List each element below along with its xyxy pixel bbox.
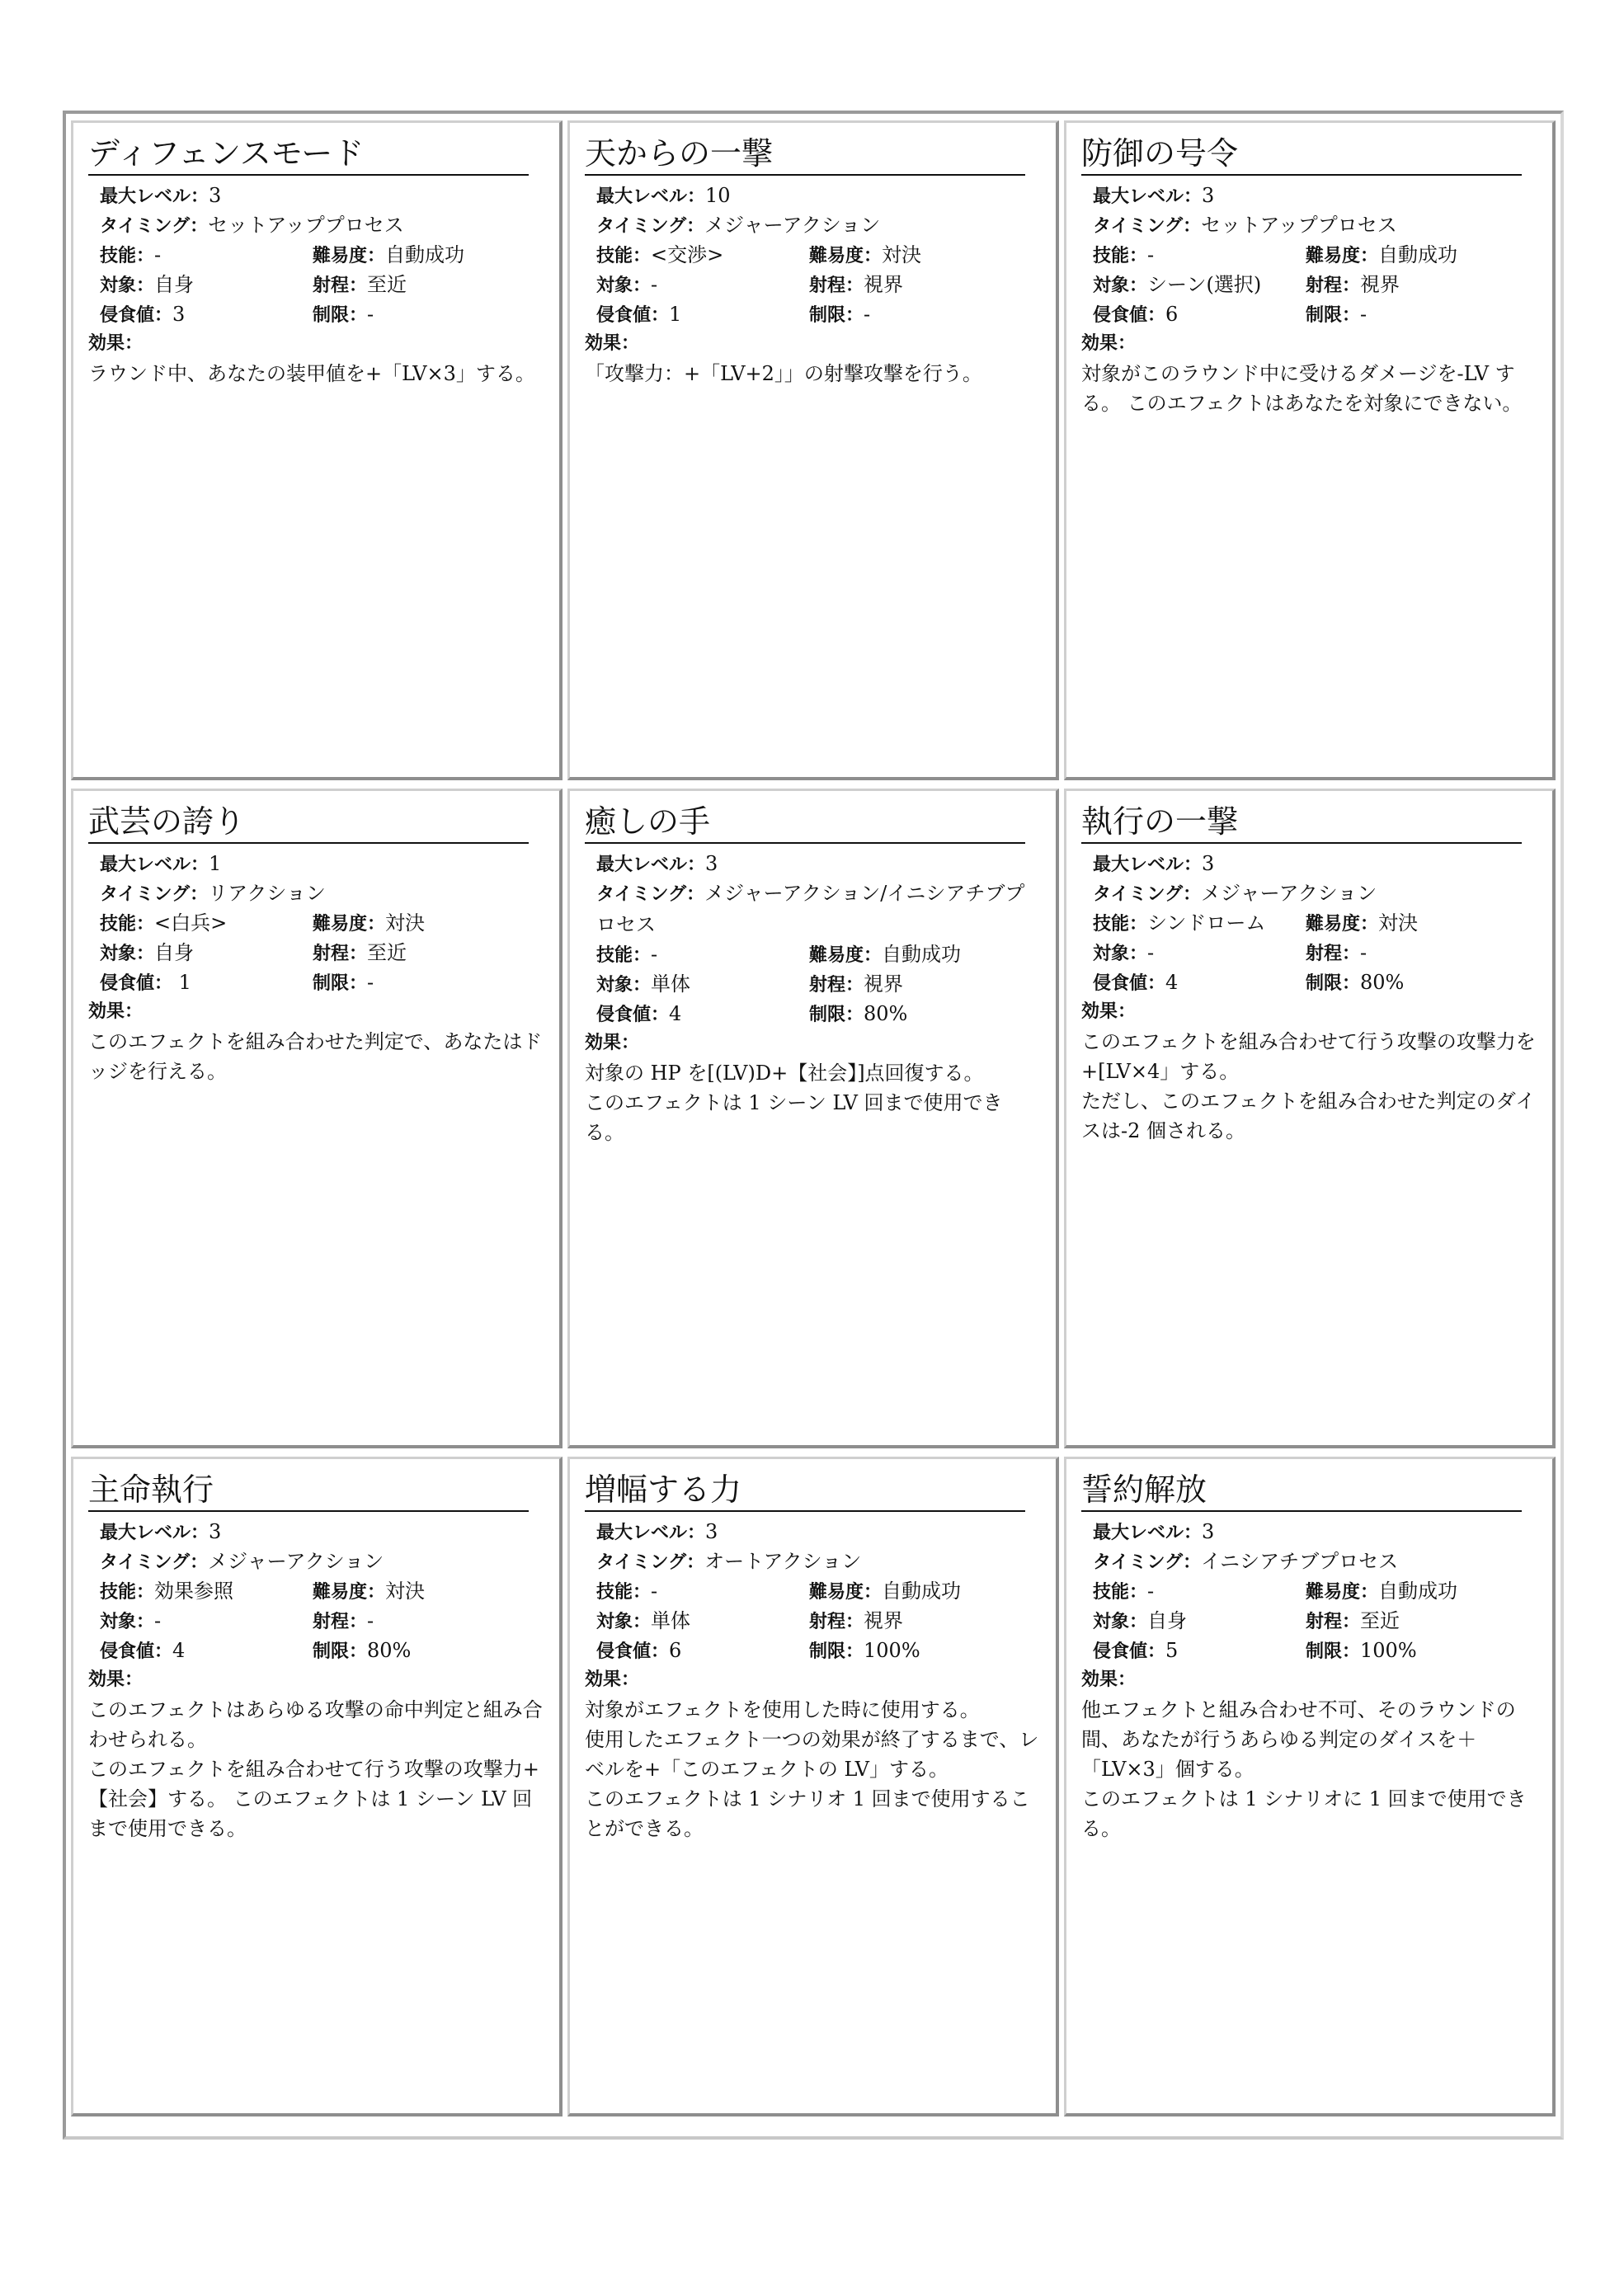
- effect-text: [1081, 359, 1536, 418]
- timing-row: [88, 1547, 551, 1576]
- target-value: 自身: [154, 273, 195, 296]
- limit-label: 制限：: [313, 1641, 368, 1662]
- range-value: 至近: [1360, 1609, 1400, 1632]
- card-grid: [71, 120, 1556, 2130]
- skill-value: -: [651, 1580, 658, 1603]
- limit-value: 80%: [1360, 971, 1405, 994]
- erosion-row: [585, 1636, 1047, 1665]
- erosion-value: 3: [172, 303, 186, 326]
- limit-value: 80%: [367, 1639, 412, 1662]
- effect-card: [71, 120, 563, 780]
- effect-title: 誓約解放: [1081, 1469, 1522, 1512]
- difficulty-value: 対決: [882, 243, 922, 266]
- skill-value: <白兵>: [154, 911, 228, 935]
- limit-label: 制限：: [809, 305, 864, 326]
- skill-label: 技能：: [100, 1582, 155, 1603]
- range-label: 射程：: [809, 975, 864, 996]
- max-level-label: 最大レベル：: [1093, 855, 1203, 875]
- limit-pair: [809, 1636, 920, 1667]
- limit-pair: [809, 999, 907, 1030]
- timing-value: リアクション: [208, 882, 326, 905]
- timing-label: タイミング：: [596, 216, 705, 237]
- target-row: [1081, 1606, 1544, 1636]
- skill-label: 技能：: [596, 1582, 652, 1603]
- timing-label: タイミング：: [100, 884, 209, 905]
- erosion-row: [1081, 1636, 1544, 1665]
- skill-value: -: [154, 243, 162, 266]
- erosion-value: 1: [669, 303, 682, 326]
- target-row: [585, 270, 1047, 299]
- max-level-value: 3: [705, 1520, 718, 1543]
- limit-label: 制限：: [1306, 305, 1361, 326]
- limit-label: 制限：: [1306, 1641, 1361, 1662]
- skill-row: [1081, 240, 1544, 270]
- timing-row: [88, 210, 551, 240]
- skill-label: 技能：: [1093, 914, 1148, 935]
- target-value: 自身: [1147, 1609, 1188, 1632]
- erosion-row: [1081, 968, 1544, 997]
- max-level-value: 3: [209, 1520, 222, 1543]
- effect-text: [585, 359, 1039, 388]
- effect-text: [1081, 1027, 1536, 1146]
- skill-row: [88, 908, 551, 938]
- target-value: -: [1147, 941, 1155, 964]
- range-label: 射程：: [809, 1612, 864, 1632]
- difficulty-value: 自動成功: [882, 1580, 962, 1603]
- effect-text: [1081, 1695, 1536, 1843]
- effect-title: 癒しの手: [585, 801, 1025, 844]
- target-label: 対象：: [1093, 944, 1148, 964]
- target-label: 対象：: [100, 944, 155, 964]
- effect-card-sheet: [63, 111, 1564, 2140]
- max-level-label: 最大レベル：: [596, 855, 706, 875]
- max-level-label: 最大レベル：: [100, 855, 209, 875]
- effect-paragraph: 対象の HP を[(LV)D+【社会】]点回復する。: [585, 1062, 984, 1085]
- max-level-label: 最大レベル：: [100, 1523, 209, 1543]
- effect-label: 効果：: [585, 1669, 640, 1690]
- timing-value: メジャーアクション/イニシアチブプロセス: [596, 882, 1025, 936]
- max-level-value: 3: [1202, 184, 1215, 207]
- skill-label: 技能：: [596, 945, 652, 966]
- difficulty-value: 対決: [1378, 911, 1419, 935]
- effect-paragraph: このエフェクトはあらゆる攻撃の命中判定と組み合わせられる。: [88, 1698, 543, 1751]
- timing-value: セットアッププロセス: [208, 214, 404, 237]
- range-pair: [809, 270, 903, 301]
- max-level-row: [1081, 181, 1544, 210]
- effect-title: 増幅する力: [585, 1469, 1025, 1512]
- effect-paragraph: ラウンド中、あなたの装甲値を+「LV×3」する。: [88, 362, 535, 385]
- range-pair: [1306, 1606, 1400, 1637]
- range-pair: [313, 1606, 374, 1637]
- max-level-value: 10: [705, 184, 731, 207]
- limit-value: 80%: [864, 1002, 908, 1025]
- skill-row: [585, 240, 1047, 270]
- effect-paragraph: 使用したエフェクト一つの効果が終了するまで、レベルを+「このエフェクトの LV」する。: [585, 1728, 1039, 1781]
- timing-value: セットアッププロセス: [1201, 214, 1397, 237]
- effect-card: [71, 1457, 563, 2116]
- target-row: [1081, 938, 1544, 968]
- skill-value: -: [651, 943, 658, 966]
- timing-label: タイミング：: [100, 216, 209, 237]
- erosion-value: 4: [669, 1002, 682, 1025]
- timing-label: タイミング：: [596, 1552, 705, 1573]
- range-label: 射程：: [313, 275, 368, 296]
- effect-card: [1064, 1457, 1556, 2116]
- max-level-value: 3: [1202, 1520, 1215, 1543]
- skill-label: 技能：: [596, 246, 652, 266]
- difficulty-pair: [1306, 1576, 1457, 1608]
- timing-label: タイミング：: [100, 1552, 209, 1573]
- difficulty-value: 自動成功: [1378, 1580, 1458, 1603]
- difficulty-pair: [313, 1576, 425, 1608]
- limit-pair: [313, 968, 374, 999]
- max-level-row: [1081, 849, 1544, 878]
- erosion-label: 侵食値：: [1093, 305, 1166, 326]
- target-label: 対象：: [596, 275, 652, 296]
- range-value: 至近: [367, 941, 407, 964]
- target-label: 対象：: [100, 275, 155, 296]
- effect-card: [1064, 120, 1556, 780]
- erosion-label: 侵食値：: [596, 1641, 670, 1662]
- difficulty-pair: [313, 240, 464, 271]
- target-value: -: [154, 1609, 162, 1632]
- limit-pair: [809, 299, 870, 331]
- effect-title: 防御の号令: [1081, 133, 1522, 176]
- erosion-value: 4: [172, 1639, 186, 1662]
- effect-paragraph: このエフェクトは 1 シーン LV 回まで使用できる。: [585, 1091, 1003, 1144]
- max-level-value: 1: [209, 852, 222, 875]
- max-level-label: 最大レベル：: [1093, 186, 1203, 207]
- max-level-row: [88, 181, 551, 210]
- effect-paragraph: 「攻撃力：+「LV+2」」の射撃攻撃を行う。: [585, 362, 982, 385]
- effect-text: [585, 1695, 1039, 1843]
- effect-label: 効果：: [88, 1001, 144, 1022]
- difficulty-label: 難易度：: [313, 914, 386, 935]
- limit-value: -: [367, 971, 374, 994]
- max-level-value: 3: [705, 852, 718, 875]
- max-level-row: [88, 849, 551, 878]
- max-level-value: 3: [209, 184, 222, 207]
- effect-card: [567, 1457, 1059, 2116]
- timing-row: [1081, 210, 1544, 240]
- target-label: 対象：: [596, 975, 652, 996]
- erosion-row: [585, 999, 1047, 1029]
- skill-row: [1081, 1576, 1544, 1606]
- skill-row: [88, 1576, 551, 1606]
- erosion-label: 侵食値：: [596, 1005, 670, 1025]
- skill-row: [88, 240, 551, 270]
- difficulty-pair: [1306, 240, 1457, 271]
- difficulty-label: 難易度：: [809, 945, 883, 966]
- difficulty-value: 自動成功: [882, 943, 962, 966]
- effect-label: 効果：: [88, 333, 144, 354]
- effect-card: [1064, 789, 1556, 1448]
- timing-label: タイミング：: [1093, 1552, 1202, 1573]
- limit-label: 制限：: [809, 1641, 864, 1662]
- target-row: [88, 270, 551, 299]
- erosion-row: [1081, 299, 1544, 329]
- effect-paragraph: ただし、このエフェクトを組み合わせた判定のダイスは-2 個される。: [1081, 1090, 1536, 1142]
- max-level-label: 最大レベル：: [1093, 1523, 1203, 1543]
- limit-label: 制限：: [809, 1005, 864, 1025]
- erosion-row: [88, 1636, 551, 1665]
- skill-row: [1081, 908, 1544, 938]
- erosion-value: 5: [1165, 1639, 1179, 1662]
- range-label: 射程：: [1306, 275, 1361, 296]
- effect-card: [567, 120, 1059, 780]
- effect-paragraph: このエフェクトを組み合わせて行う攻撃の攻撃力+【社会】する。 このエフェクトは 1 シーン LV 回まで使用できる。: [88, 1758, 539, 1840]
- max-level-row: [1081, 1517, 1544, 1547]
- max-level-row: [585, 181, 1047, 210]
- effect-label: 効果：: [88, 1669, 144, 1690]
- limit-pair: [313, 299, 374, 331]
- difficulty-value: 自動成功: [385, 243, 465, 266]
- difficulty-value: 対決: [385, 1580, 426, 1603]
- range-value: 視界: [864, 972, 904, 996]
- timing-value: メジャーアクション: [704, 214, 881, 237]
- skill-row: [585, 1576, 1047, 1606]
- range-label: 射程：: [809, 275, 864, 296]
- skill-label: 技能：: [100, 914, 155, 935]
- timing-row: [585, 1547, 1047, 1576]
- difficulty-label: 難易度：: [809, 1582, 883, 1603]
- range-pair: [809, 969, 903, 1001]
- target-row: [88, 1606, 551, 1636]
- range-value: 至近: [367, 273, 407, 296]
- limit-label: 制限：: [1306, 973, 1361, 994]
- difficulty-label: 難易度：: [313, 1582, 386, 1603]
- timing-row: [88, 878, 551, 908]
- erosion-label: 侵食値：: [1093, 973, 1166, 994]
- limit-value: -: [1360, 303, 1367, 326]
- skill-value: <交渉>: [651, 243, 724, 266]
- max-level-row: [585, 849, 1047, 878]
- erosion-label: 侵食値：: [100, 1641, 173, 1662]
- target-row: [88, 938, 551, 968]
- effect-title: 主命執行: [88, 1469, 529, 1512]
- effect-label: 効果：: [1081, 1001, 1137, 1022]
- erosion-label: 侵食値：: [100, 305, 173, 326]
- skill-label: 技能：: [1093, 1582, 1148, 1603]
- target-label: 対象：: [596, 1612, 652, 1632]
- effect-text: [88, 1027, 543, 1086]
- target-row: [585, 1606, 1047, 1636]
- limit-value: 100%: [1360, 1639, 1417, 1662]
- limit-value: -: [864, 303, 871, 326]
- range-value: 視界: [864, 1609, 904, 1632]
- effect-paragraph: 対象がエフェクトを使用した時に使用する。: [585, 1698, 980, 1721]
- erosion-value: 1: [172, 971, 191, 994]
- limit-value: 100%: [864, 1639, 920, 1662]
- skill-label: 技能：: [100, 246, 155, 266]
- effect-label: 効果：: [1081, 333, 1137, 354]
- range-pair: [1306, 938, 1367, 969]
- effect-text: [585, 1058, 1039, 1147]
- timing-label: タイミング：: [1093, 884, 1202, 905]
- limit-pair: [1306, 299, 1367, 331]
- range-pair: [313, 938, 407, 969]
- skill-row: [585, 939, 1047, 969]
- max-level-row: [585, 1517, 1047, 1547]
- effect-paragraph: このエフェクトを組み合わせた判定で、あなたはドッジを行える。: [88, 1030, 543, 1083]
- difficulty-label: 難易度：: [809, 246, 883, 266]
- effect-label: 効果：: [1081, 1669, 1137, 1690]
- range-value: -: [1360, 941, 1367, 964]
- erosion-value: 6: [669, 1639, 682, 1662]
- erosion-value: 4: [1165, 971, 1179, 994]
- skill-label: 技能：: [1093, 246, 1148, 266]
- max-level-row: [88, 1517, 551, 1547]
- max-level-label: 最大レベル：: [100, 186, 209, 207]
- range-pair: [1306, 270, 1400, 301]
- effect-card: [71, 789, 563, 1448]
- timing-row: [585, 878, 1047, 939]
- effect-paragraph: このエフェクトは 1 シナリオに 1 回まで使用できる。: [1081, 1787, 1527, 1840]
- skill-value: 効果参照: [154, 1580, 234, 1603]
- difficulty-label: 難易度：: [313, 246, 386, 266]
- skill-value: シンドローム: [1147, 911, 1266, 935]
- erosion-row: [585, 299, 1047, 329]
- difficulty-label: 難易度：: [1306, 914, 1379, 935]
- effect-label: 効果：: [585, 333, 640, 354]
- skill-value: -: [1147, 1580, 1155, 1603]
- effect-label: 効果：: [585, 1033, 640, 1053]
- timing-row: [585, 210, 1047, 240]
- timing-value: メジャーアクション: [1201, 882, 1377, 905]
- target-row: [1081, 270, 1544, 299]
- range-pair: [809, 1606, 903, 1637]
- effect-title: 執行の一撃: [1081, 801, 1522, 844]
- difficulty-pair: [809, 240, 921, 271]
- target-label: 対象：: [100, 1612, 155, 1632]
- limit-pair: [1306, 968, 1404, 999]
- effect-paragraph: このエフェクトを組み合わせて行う攻撃の攻撃力を+[LV×4」する。: [1081, 1030, 1536, 1083]
- range-label: 射程：: [1306, 1612, 1361, 1632]
- difficulty-pair: [1306, 908, 1418, 939]
- erosion-row: [88, 968, 551, 997]
- target-row: [585, 969, 1047, 999]
- max-level-value: 3: [1202, 852, 1215, 875]
- difficulty-label: 難易度：: [1306, 1582, 1379, 1603]
- limit-value: -: [367, 303, 374, 326]
- effect-paragraph: 他エフェクトと組み合わせ不可、そのラウンドの間、あなたが行うあらゆる判定のダイスを＋「LV×3」個する。: [1081, 1698, 1516, 1781]
- target-value: -: [651, 273, 658, 296]
- range-label: 射程：: [313, 944, 368, 964]
- effect-title: 武芸の誇り: [88, 801, 529, 844]
- limit-pair: [313, 1636, 411, 1667]
- erosion-label: 侵食値：: [100, 973, 173, 994]
- range-label: 射程：: [313, 1612, 368, 1632]
- erosion-value: 6: [1165, 303, 1179, 326]
- range-pair: [313, 270, 407, 301]
- limit-label: 制限：: [313, 305, 368, 326]
- target-label: 対象：: [1093, 275, 1148, 296]
- erosion-label: 侵食値：: [1093, 1641, 1166, 1662]
- effect-card: [567, 789, 1059, 1448]
- erosion-row: [88, 299, 551, 329]
- timing-row: [1081, 1547, 1544, 1576]
- timing-value: イニシアチブプロセス: [1201, 1550, 1399, 1573]
- difficulty-pair: [809, 939, 961, 971]
- target-value: シーン(選択): [1147, 273, 1262, 296]
- timing-label: タイミング：: [596, 884, 705, 905]
- difficulty-value: 自動成功: [1378, 243, 1458, 266]
- effect-text: [88, 359, 543, 388]
- difficulty-value: 対決: [385, 911, 426, 935]
- max-level-label: 最大レベル：: [596, 1523, 706, 1543]
- difficulty-pair: [313, 908, 425, 939]
- limit-label: 制限：: [313, 973, 368, 994]
- range-value: 視界: [864, 273, 904, 296]
- effect-paragraph: 対象がこのラウンド中に受けるダメージを-LV する。 このエフェクトはあなたを対象にできない。: [1081, 362, 1523, 415]
- range-value: 視界: [1360, 273, 1400, 296]
- limit-pair: [1306, 1636, 1417, 1667]
- effect-text: [88, 1695, 543, 1843]
- target-value: 単体: [651, 972, 691, 996]
- effect-title: 天からの一撃: [585, 133, 1025, 176]
- difficulty-label: 難易度：: [1306, 246, 1379, 266]
- timing-label: タイミング：: [1093, 216, 1202, 237]
- target-label: 対象：: [1093, 1612, 1148, 1632]
- max-level-label: 最大レベル：: [596, 186, 706, 207]
- timing-row: [1081, 878, 1544, 908]
- timing-value: メジャーアクション: [208, 1550, 384, 1573]
- target-value: 自身: [154, 941, 195, 964]
- range-label: 射程：: [1306, 944, 1361, 964]
- effect-title: ディフェンスモード: [88, 133, 529, 176]
- skill-value: -: [1147, 243, 1155, 266]
- timing-value: オートアクション: [704, 1550, 862, 1573]
- erosion-label: 侵食値：: [596, 305, 670, 326]
- difficulty-pair: [809, 1576, 961, 1608]
- effect-paragraph: このエフェクトは 1 シナリオ 1 回まで使用することができる。: [585, 1787, 1030, 1840]
- target-value: 単体: [651, 1609, 691, 1632]
- range-value: -: [367, 1609, 374, 1632]
